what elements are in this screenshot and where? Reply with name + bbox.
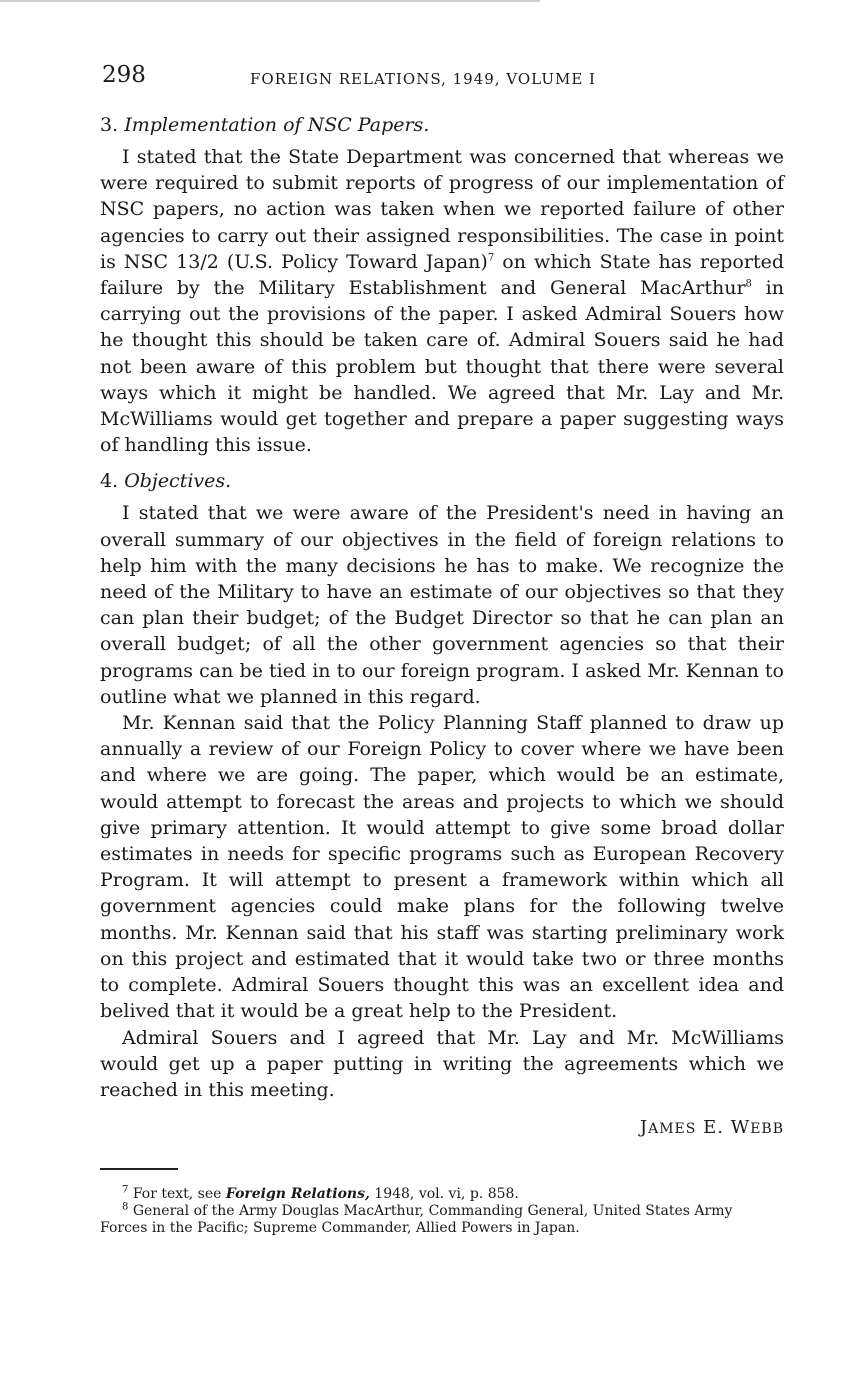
footnote-divider — [100, 1168, 178, 1170]
section-heading-3 — [100, 112, 784, 138]
footnote-7 — [100, 1186, 784, 1203]
footnote-citation-title: Foreign Relations, — [225, 1186, 370, 1203]
sig-part: W — [730, 1117, 751, 1139]
section-number: 4. — [100, 470, 119, 493]
footnote-ref-7[interactable]: 7 — [487, 252, 495, 264]
paragraph: I stated that we were aware of the President's need in having an overall summary of our objectives in the field of foreign relations to help him with the many decisions he has to make. We recognize the need of the Military to have an estimate of our objectives so that they can plan their budget; of the Budget Director so that he can plan an overall budget; of all the other government agencies so that their programs can be tied in to our foreign program. I asked Mr. Kennan to outline what we planned in this regard. — [100, 502, 784, 708]
footnote-mark: 7 — [122, 1184, 129, 1196]
paragraph-text: I stated that the State Department was concerned that whereas we were required to submit reports of progress of our implementation of NSC papers, no action was taken when we reported failure of other agencies to carry out their assigned responsibilities. The case in point is NSC 13/2 (U.S. Policy Toward Japan) — [100, 146, 784, 273]
sig-part: E. — [696, 1117, 731, 1139]
section-title: Objectives. — [124, 470, 232, 493]
signature — [100, 1117, 784, 1138]
running-title: FOREIGN RELATIONS, 1949, VOLUME I — [250, 70, 596, 88]
footnote-8 — [100, 1203, 784, 1237]
paragraph — [100, 144, 784, 458]
paragraph: Admiral Souers and I agreed that Mr. Lay and Mr. McWilliams would get up a paper putting in writing the agreements which we reached in this meeting. — [100, 1026, 784, 1101]
sig-part: EBB — [750, 1121, 784, 1138]
sig-part: J — [639, 1117, 649, 1139]
page-header — [102, 62, 782, 96]
sig-part: AMES — [648, 1121, 697, 1138]
footnote-text: 1948, vol. vi, p. 858. — [369, 1186, 519, 1203]
section-number: 3. — [100, 114, 119, 136]
footnote-text: For text, see — [128, 1186, 226, 1203]
page-body — [100, 112, 784, 1237]
section-heading-4 — [100, 468, 784, 494]
footnotes — [100, 1186, 784, 1237]
paragraph: Mr. Kennan said that the Policy Planning Staff planned to draw up annually a review of our Foreign Policy to cover where we have been and where we are going. The paper, which would be an estimate, would attempt to forecast the areas and projects to which we should give primary attention. It would attempt to give some broad dollar estimates in needs for specific programs such as European Recovery Program. It will attempt to present a framework within which all government agencies could make plans for the following twelve months. Mr. Kennan said that his staff was starting preliminary work on this project and estimated that it would take two or three months to complete. Admiral Souers thought this was an excellent idea and belived that it would be a great help to the President. — [100, 712, 784, 1023]
scan-edge-line — [0, 0, 540, 2]
section-title: Implementation of NSC Papers. — [124, 114, 430, 136]
paragraph-text: on which State has reported failure by the Military Establishment and General MacArthur — [100, 250, 784, 300]
footnote-ref-8[interactable]: 8 — [745, 278, 752, 290]
paragraph-text: in carrying out the provisions of the paper. I asked Admiral Souers how he thought this should be taken care of. Admiral Souers said he had not been aware of this problem but thought that there were several ways which it might be handled. We agreed that Mr. Lay and Mr. McWilliams would get together and prepare a paper suggesting ways of handling this issue. — [100, 277, 784, 457]
footnote-mark: 8 — [122, 1201, 129, 1213]
footnote-text: General of the Army Douglas MacArthur, Commanding General, United States Army Forces in the Pacific; Supreme Commander, Allied Powers in Japan. — [100, 1203, 733, 1237]
page-number: 298 — [102, 62, 146, 88]
